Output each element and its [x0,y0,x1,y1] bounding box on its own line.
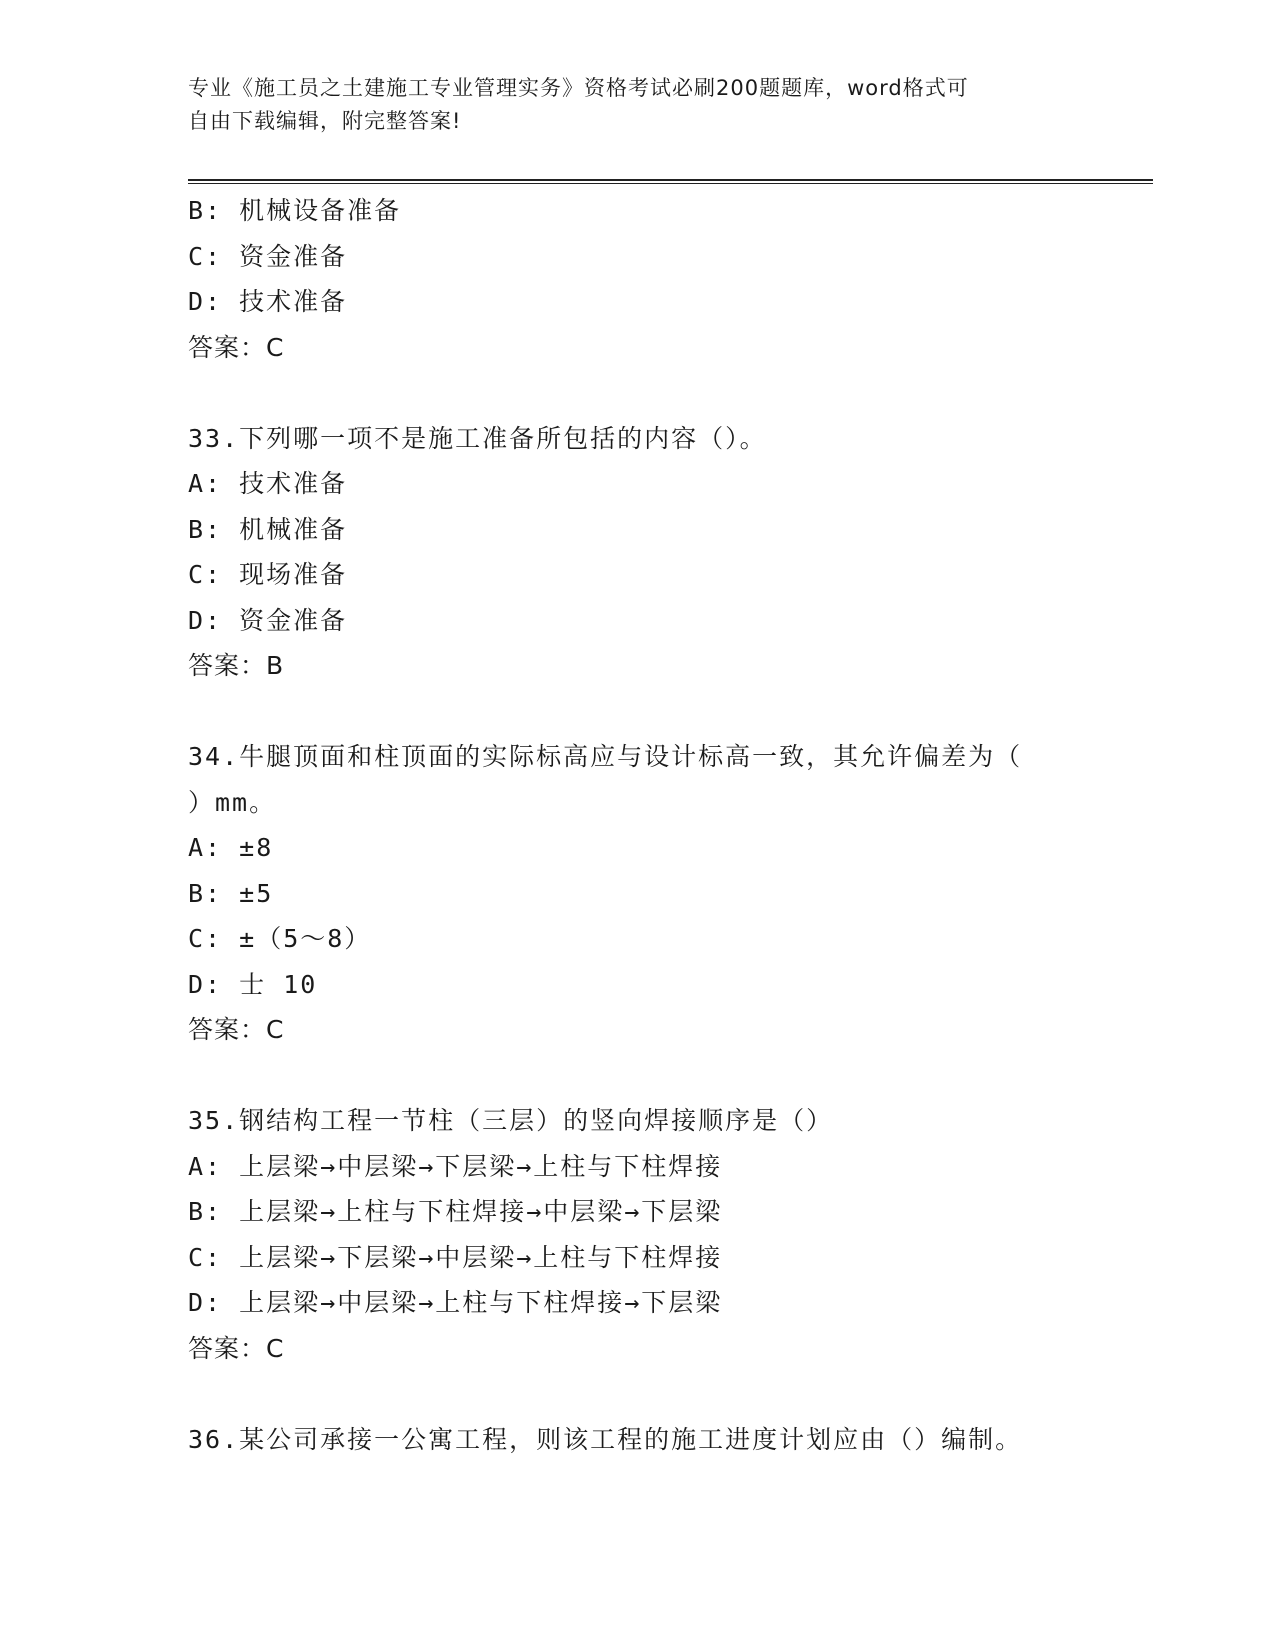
question-34 [188,734,1088,1053]
option-b: B: 上层梁→上柱与下柱焊接→中层梁→下层梁 [188,1197,723,1226]
option-a: A: 技术准备 [188,469,348,498]
question-stem-line-2: ）mm。 [188,787,277,817]
spacer [188,1371,1088,1417]
option-c: C: 上层梁→下层梁→中层梁→上柱与下柱焊接 [188,1242,723,1272]
question-35 [188,1098,1088,1371]
option-d: D: 士 10 [188,969,318,999]
header-title-line-1: 专业《施工员之土建施工专业管理实务》资格考试必刷200题题库，word格式可 [188,76,969,100]
answer-line: 答案：C [188,332,285,362]
spacer [188,1053,1088,1099]
option-c: C: ±（5～8） [188,924,372,953]
question-32-tail [188,188,1088,370]
option-d: D: 技术准备 [188,287,348,316]
option-b: B: ±5 [188,878,274,908]
spacer [188,370,1088,416]
question-stem: 36.某公司承接一公寓工程，则该工程的施工进度计划应由（）编制。 [188,1424,1023,1454]
question-33 [188,416,1088,689]
header-divider [188,179,1153,184]
spacer [188,689,1088,735]
option-c: C: 资金准备 [188,241,348,271]
answer-line: 答案：B [188,651,285,680]
option-a: A: 上层梁→中层梁→下层梁→上柱与下柱焊接 [188,1151,723,1181]
answer-line: 答案：C [188,1015,285,1044]
question-stem: 35.钢结构工程一节柱（三层）的竖向焊接顺序是（） [188,1106,834,1135]
option-d: D: 资金准备 [188,605,348,635]
question-stem-line-1: 34.牛腿顶面和柱顶面的实际标高应与设计标高一致，其允许偏差为（ [188,742,1023,771]
question-36 [188,1417,1088,1463]
answer-line: 答案：C [188,1333,285,1363]
option-b: B: 机械设备准备 [188,196,402,225]
option-d: D: 上层梁→中层梁→上柱与下柱焊接→下层梁 [188,1288,723,1317]
question-stem: 33.下列哪一项不是施工准备所包括的内容（）。 [188,423,767,453]
option-b: B: 机械准备 [188,514,348,544]
option-a: A: ±8 [188,833,274,862]
document-header [188,72,1088,138]
option-c: C: 现场准备 [188,560,348,589]
header-title-line-2: 自由下载编辑，附完整答案! [188,109,462,133]
question-list [188,188,1088,1462]
